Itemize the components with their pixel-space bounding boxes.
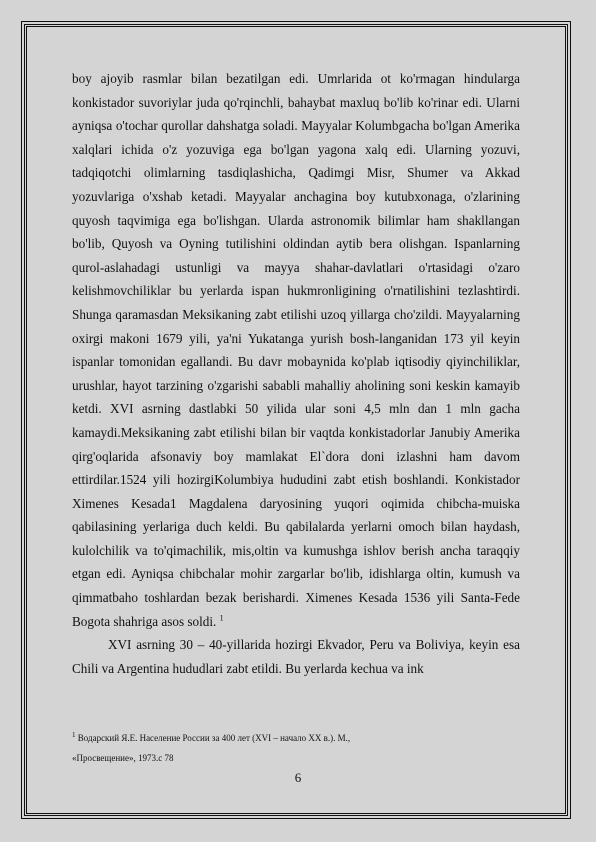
footnote-reference[interactable]: 1 bbox=[219, 613, 224, 623]
paragraph bbox=[72, 67, 520, 633]
footnote-text: Водарский Я.Е. Население России за 400 лет (XVI – начало XX в.). М., bbox=[77, 733, 351, 743]
page-number: 6 bbox=[294, 770, 302, 785]
footnote-marker: 1 bbox=[72, 731, 76, 739]
paragraph bbox=[72, 633, 520, 680]
paragraph-text: XVI asrning 30 – 40-yillarida hozirgi Ekvador, Peru va Boliviya, keyin esa Chili va Argentina hududlari zabt etildi. Bu yerlarda kechua va ink bbox=[72, 637, 520, 676]
footnote-line bbox=[72, 748, 520, 768]
footnote-line bbox=[72, 728, 520, 748]
main-text bbox=[72, 67, 520, 680]
paragraph-text: boy ajoyib rasmlar bilan bezatilgan edi. Umrlarida ot ko'rmagan hindularga konkistador suvoriylar juda qo'rqinchli, bahaybat maxluq bo'lib ko'rinar edi. Ularni ayniqsa o'tochar qurollar dahshatga soladi. Mayyalar Kolumbgacha bo'lgan Amerika xalqlari ichida o'z yozuviga ega bo'lgan yagona xalq edi. Ularning yozuvi, tadqiqotchi olimlarning tasdiqlashicha, Qadimgi Misr, Shumer va Akkad yozuvlariga o'xshab ketadi. Mayyalar anchagina boy kutubxonaga, o'zlarining quyosh taqvimiga ega bo'lishgan. Ularda astronomik bilimlar ham shakllangan bo'lib, Quyosh va Oyning tutilishini oldindan aytib bera olishgan. Ispanlarning qurol-aslahadagi ustunligi va mayya shahar-davlatlari o'rtasidagi o'zaro kelishmovchiliklar bu yerlarda ispan hukmronligining o'rnatilishini tezlashtirdi. Shunga qaramasdan Meksikaning zabt etilishi uzoq yillarga cho'zildi. Mayyalarning oxirgi makoni 1679 yili, ya'ni Yukatanga yurish bosh-langanidan 173 yil keyin ispanlar tomonidan egallandi. Bu davr mobaynida ko'plab iqtisodiy qiyinchiliklar, urushlar, hayot tarzining o'zgarishi sababli mahalliy aholining soni keskin kamayib ketdi. XVI asrning dastlabki 50 yilida ular soni 4,5 mln dan 1 mln gacha kamaydi.Meksikaning zabt etilishi bilan bir vaqtda konkistadorlar Janubiy Amerika qirg'oqlarida afsonaviy boy mamlakat El`dora doni izlashni ham davom ettirdilar.1524 yili hozirgiKolumbiya hududini zabt etish boshlandi. Konkistador Ximenes Kesada1 Magdalena daryosining yuqori oqimida chibcha-muiska qabilasining yerlariga duch keldi. Bu qabilalarda yerlarni omoch bilan haydash, kulolchilik va to'qimachilik, mis,oltin va kumushga ishlov berish ancha taraqqiy etgan edi. Ayniqsa chibchalar mohir zargarlar bo'lib, idishlarga oltin, kumush va qimmatbaho toshlardan bezak berishardi. Ximenes Kesada 1536 yili Santa-Fede Bogota shahriga asos soldi. bbox=[72, 71, 520, 629]
footnote-text: «Просвещение», 1973.с 78 bbox=[72, 753, 174, 763]
footnote bbox=[72, 728, 520, 768]
